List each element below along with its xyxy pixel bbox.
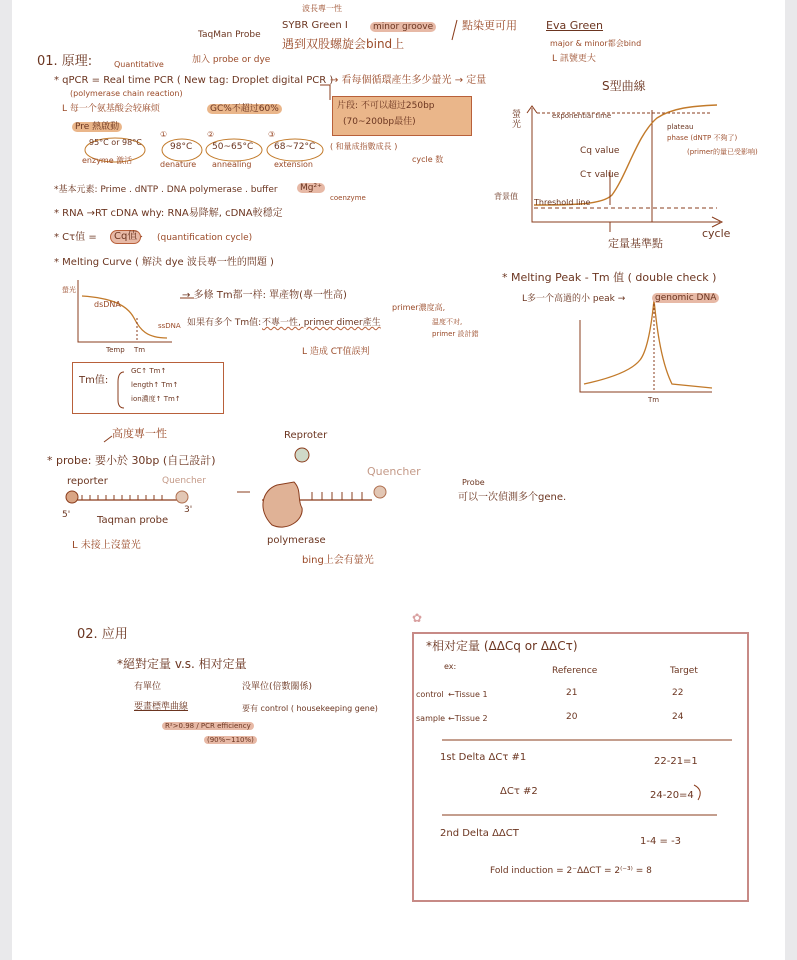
- rel-row-1-tissue: ←Tissue 2: [448, 714, 488, 723]
- pcr-full: (polymerase chain reaction): [70, 89, 183, 98]
- delta-1: 1st Delta ΔCτ #1: [440, 752, 527, 763]
- cycle-axis: cycle: [702, 227, 731, 240]
- quencher-label-2: Quencher: [367, 465, 421, 478]
- probe-multi: 可以一次偵測多个gene.: [458, 492, 567, 503]
- taqman-probe-label: TaqMan Probe: [198, 30, 261, 40]
- rel-row-1-target: 24: [672, 712, 684, 722]
- abs-rel: *絕對定量 v.s. 相对定量: [117, 657, 247, 671]
- melting-axes: [78, 280, 172, 342]
- quant-point: 定量基準點: [608, 237, 663, 250]
- step-1-num: ①: [160, 130, 168, 139]
- ct-value-label: Cτ value: [580, 170, 620, 180]
- ct-cq: Cq值: [110, 230, 141, 244]
- step-2-temp: 50~65°C: [212, 142, 254, 152]
- section-1-heading: 01. 原理:: [37, 54, 93, 69]
- mg-highlight: Mg²⁺: [297, 183, 325, 193]
- step-1-temp: 98°C: [170, 142, 193, 152]
- quencher-dot: [176, 491, 188, 503]
- step-3-num: ③: [268, 130, 276, 139]
- peak-desc-2: genomic DNA: [652, 293, 719, 303]
- sybr-desc: 遇到双股螺旋会bind上: [282, 37, 405, 51]
- rel-unit: 没單位(倍數關係): [242, 682, 313, 692]
- delta-3-val: 1-4 = -3: [640, 836, 682, 847]
- probe-ticks: [82, 495, 162, 500]
- delta-2-val: 24-20=4: [650, 790, 694, 801]
- delta-3: 2nd Delta ΔΔCT: [440, 828, 519, 839]
- polymerase-shape: [263, 482, 302, 527]
- primer-conc: primer濃度高,: [392, 303, 446, 312]
- mc-ds-label: dsDNA: [94, 300, 121, 309]
- tm-single: → 多條 Tm都一样: 單產物(專一性高): [182, 290, 347, 301]
- plateau-3: (primer的量已受影响): [687, 148, 758, 156]
- background-value: 背景值: [494, 192, 518, 201]
- mc-temp: Temp: [106, 346, 125, 354]
- rel-ex: ex:: [444, 662, 457, 671]
- gc-intro: L 每一个氨基酸会较麻烦: [62, 104, 160, 114]
- r2-line-1: R²>0.98 / PCR efficiency: [162, 722, 254, 730]
- tm-multi-1: 如果有多个 Tm值:: [187, 318, 262, 328]
- rel-title: *相对定量 (ΔΔCq or ΔΔCτ): [426, 639, 578, 653]
- section-2-heading: 02. 应用: [77, 627, 128, 642]
- template-ticks: [312, 492, 362, 500]
- expansion-note: ( 和量成指數成長 ): [330, 142, 398, 151]
- tm-multi-2: 不專一性, primer dimer產生: [262, 318, 381, 328]
- probe-title: Probe: [462, 478, 485, 487]
- quencher-label: Quencher: [162, 476, 206, 486]
- three-prime: 3': [184, 505, 193, 515]
- probe-spec-arrow: [104, 436, 112, 442]
- delta-2: ΔCτ #2: [500, 786, 538, 797]
- eva-bind: major & minor都会bind: [550, 39, 642, 48]
- threshold-label: Threshold line: [534, 198, 591, 207]
- binding-fluor: bing上会有螢光: [302, 555, 374, 566]
- mc-ss-label: ssDNA: [158, 322, 181, 330]
- no-fluor: L 未接上沒螢光: [72, 540, 141, 551]
- step-2-label: annealing: [212, 160, 252, 169]
- mc-y-axis: 螢光: [62, 286, 76, 294]
- five-prime: 5': [62, 510, 71, 520]
- peak-axes: [580, 320, 712, 392]
- sybr-note: 波長專一性: [302, 4, 342, 13]
- ct-line-1: * Cτ值 =: [54, 232, 97, 243]
- minor-groove: minor groove: [370, 22, 436, 32]
- relative-quant-box: [412, 632, 749, 902]
- rel-row-1-ref: 20: [566, 712, 578, 722]
- rel-row-0-tissue: ←Tissue 1: [448, 690, 488, 699]
- melt-peak-curve: [584, 300, 712, 388]
- product-box-line-1: 片段: 不可以超过250bp: [337, 101, 435, 111]
- eva-label: Eva Green: [546, 19, 604, 32]
- product-box-line-2: (70~200bp最佳): [343, 117, 416, 127]
- fluor-axis: 螢光: [512, 110, 522, 131]
- rel-ref-header: Reference: [552, 666, 598, 676]
- peak-tm-label: Tm: [648, 396, 660, 404]
- reproter-dot: [295, 448, 309, 462]
- rel-row-0-target: 22: [672, 688, 684, 698]
- tm-box: [72, 362, 224, 414]
- tm-box-line-2: length↑ Tm↑: [131, 381, 179, 389]
- eva-prefix: 點染更可用: [462, 19, 517, 32]
- fold-induction: Fold induction = 2⁻ΔΔCT = 2⁽⁻³⁾ = 8: [490, 866, 652, 876]
- probe-line: * probe: 要小於 30bp (自己設計): [47, 454, 216, 467]
- eva-desc: L 訊號更大: [552, 54, 596, 64]
- abs-std: 要畫標準曲線: [134, 702, 189, 712]
- reporter-dot: [66, 491, 78, 503]
- basic-elements: *基本元素: Prime . dNTP . DNA polymerase . buffer: [54, 185, 278, 195]
- tm-box-line-3: ion濃度↑ Tm↑: [131, 395, 181, 403]
- plateau-2: phase (dNTP 不夠了): [667, 134, 738, 142]
- s-curve-title: S型曲線: [602, 79, 646, 93]
- ct-line-3: (quantification cycle): [157, 233, 253, 243]
- separator-slash: [452, 20, 457, 40]
- abs-unit: 有單位: [134, 682, 162, 692]
- quantitative-note: Quantitative: [114, 60, 164, 69]
- star-icon: ✿: [412, 611, 423, 625]
- plateau-1: plateau: [667, 123, 694, 131]
- melting-curve-line: * Melting Curve ( 解決 dye 波長專一性的問題 ): [54, 257, 274, 268]
- tm-box-label: Tm值:: [79, 375, 109, 386]
- exp-time-label: exponential time: [552, 112, 612, 120]
- melting-peak-label: * Melting Peak - Tm 值 ( double check ): [502, 271, 717, 284]
- step-3-temp: 68~72°C: [274, 142, 316, 152]
- peak-desc-1: L多一个高過的小 peak →: [522, 294, 626, 304]
- step-3-label: extension: [274, 160, 313, 169]
- cycle-count: cycle 数: [412, 155, 444, 164]
- sybr-label: SYBR Green I: [282, 20, 348, 31]
- pre-heat: Pre 熱啟動: [72, 122, 122, 132]
- step-2-num: ②: [207, 130, 215, 139]
- temp-low: 温度不对,: [432, 318, 463, 326]
- rel-row-1-label: sample: [416, 714, 446, 723]
- reporter-label: reporter: [67, 476, 108, 487]
- delta-1-val: 22-21=1: [654, 756, 698, 767]
- taqman-label: Taqman probe: [97, 515, 169, 526]
- rel-control: 要有 control ( housekeeping gene): [242, 704, 378, 713]
- tm-box-line-1: GC↑ Tm↑: [131, 367, 167, 375]
- quencher-dot-2: [374, 486, 386, 498]
- gc-note: GC%不超过60%: [207, 104, 282, 114]
- probe-spec: 高度專一性: [112, 427, 167, 440]
- ct-error: L 造成 CT值誤判: [302, 347, 370, 357]
- rel-row-0-ref: 21: [566, 688, 578, 698]
- qpcr-line: * qPCR = Real time PCR ( New tag: Droplet digital PCR ): [54, 75, 334, 86]
- qpcr-arrow-text: → 看每個循環產生多少螢光 → 定量: [330, 75, 487, 86]
- r2-line-2: (90%~110%): [204, 736, 257, 744]
- product-box: [332, 96, 472, 136]
- notes-sheet: [12, 0, 785, 960]
- rel-row-0-label: control: [416, 690, 444, 699]
- step-0-temp: 95°C or 98°C: [89, 138, 142, 147]
- primer-design: primer 設計錯: [432, 330, 479, 338]
- step-1-label: denature: [160, 160, 197, 169]
- rna-line: * RNA →RT cDNA why: RNA易降解, cDNA較穩定: [54, 208, 283, 219]
- coenzyme-note: coenzyme: [330, 194, 366, 202]
- step-0-label: enzyme 激活: [82, 156, 133, 165]
- add-probe-dye: 加入 probe or dye: [192, 55, 271, 65]
- qpcr-arrow: [320, 85, 330, 100]
- rel-target-header: Target: [670, 666, 698, 676]
- reproter-label: Reproter: [284, 430, 328, 441]
- cq-value-label: Cq value: [580, 146, 620, 156]
- polymerase-label: polymerase: [267, 535, 326, 546]
- mc-tm: Tm: [134, 346, 146, 354]
